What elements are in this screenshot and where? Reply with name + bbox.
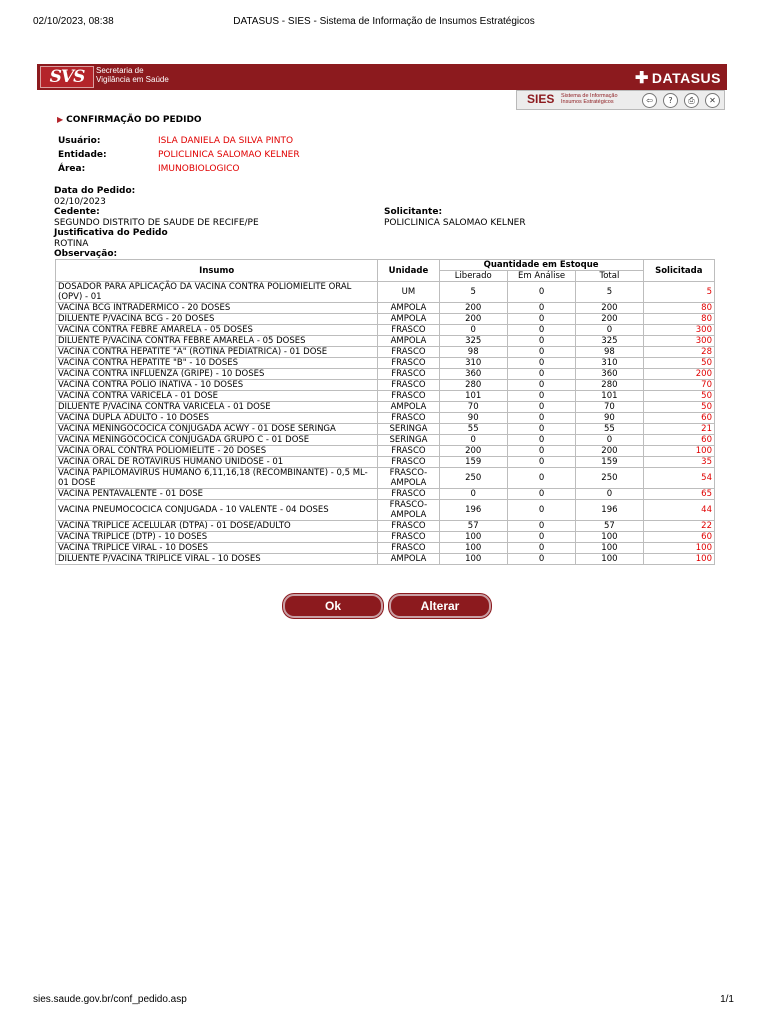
col-header-em-analise: Em Análise bbox=[507, 271, 575, 282]
info-row-area bbox=[58, 164, 658, 178]
back-icon[interactable]: ⇦ bbox=[642, 93, 657, 108]
cross-icon: ✚ bbox=[635, 70, 649, 87]
table-row bbox=[56, 468, 715, 489]
cell-total: 0 bbox=[576, 435, 643, 446]
table-row bbox=[56, 500, 715, 521]
cell-em-analise: 0 bbox=[507, 446, 575, 457]
ok-button[interactable]: Ok bbox=[283, 594, 383, 618]
cell-em-analise: 0 bbox=[507, 424, 575, 435]
cell-liberado: 159 bbox=[439, 457, 507, 468]
table-row bbox=[56, 282, 715, 303]
cell-em-analise: 0 bbox=[507, 521, 575, 532]
cell-em-analise: 0 bbox=[507, 336, 575, 347]
cell-liberado: 360 bbox=[439, 369, 507, 380]
cell-liberado: 310 bbox=[439, 358, 507, 369]
cell-solicitada: 50 bbox=[643, 358, 714, 369]
cell-insumo: VACINA MENINGOCOCICA CONJUGADA ACWY - 01 DOSE SERINGA bbox=[56, 424, 378, 435]
svs-logo-subtitle bbox=[96, 66, 169, 84]
table-header-row bbox=[56, 260, 715, 271]
cell-liberado: 5 bbox=[439, 282, 507, 303]
svs-logo: SVS bbox=[40, 66, 94, 88]
cell-insumo: VACINA MENINGOCOCICA CONJUGADA GRUPO C - 01 DOSE bbox=[56, 435, 378, 446]
cell-unidade: FRASCO bbox=[378, 369, 439, 380]
cell-liberado: 0 bbox=[439, 435, 507, 446]
table-row bbox=[56, 543, 715, 554]
cell-insumo: VACINA PENTAVALENTE - 01 DOSE bbox=[56, 489, 378, 500]
cell-insumo: VACINA DUPLA ADULTO - 10 DOSES bbox=[56, 413, 378, 424]
cell-em-analise: 0 bbox=[507, 489, 575, 500]
cell-total: 0 bbox=[576, 325, 643, 336]
cell-solicitada: 60 bbox=[643, 413, 714, 424]
order-items-table bbox=[55, 259, 715, 565]
cell-solicitada: 80 bbox=[643, 314, 714, 325]
cell-solicitada: 5 bbox=[643, 282, 714, 303]
sies-sub-line-2: Insumos Estratégicos bbox=[561, 99, 614, 105]
cell-liberado: 250 bbox=[439, 468, 507, 489]
cell-total: 5 bbox=[576, 282, 643, 303]
cell-solicitada: 200 bbox=[643, 369, 714, 380]
cell-insumo: DOSADOR PARA APLICAÇÃO DA VACINA CONTRA POLIOMIELITE ORAL (OPV) - 01 bbox=[56, 282, 378, 303]
cell-liberado: 98 bbox=[439, 347, 507, 358]
col-header-unidade: Unidade bbox=[378, 260, 439, 282]
justificativa-label: Justificativa do Pedido bbox=[54, 228, 168, 238]
table-row bbox=[56, 554, 715, 565]
cell-em-analise: 0 bbox=[507, 457, 575, 468]
cedente-label: Cedente: bbox=[54, 207, 100, 217]
cell-insumo: DILUENTE P/VACINA TRIPLICE VIRAL - 10 DOSES bbox=[56, 554, 378, 565]
sies-subtitle bbox=[561, 93, 618, 105]
cell-total: 98 bbox=[576, 347, 643, 358]
header-banner bbox=[37, 64, 727, 110]
cell-total: 100 bbox=[576, 532, 643, 543]
sies-sub-line-1: Sistema de Informação bbox=[561, 93, 618, 99]
table-row bbox=[56, 391, 715, 402]
datasus-label: DATASUS bbox=[651, 70, 721, 86]
cell-em-analise: 0 bbox=[507, 369, 575, 380]
cell-unidade: FRASCO bbox=[378, 521, 439, 532]
cell-unidade: AMPOLA bbox=[378, 314, 439, 325]
justificativa-value: ROTINA bbox=[54, 238, 89, 249]
cell-total: 360 bbox=[576, 369, 643, 380]
cell-insumo: VACINA CONTRA FEBRE AMARELA - 05 DOSES bbox=[56, 325, 378, 336]
data-pedido-label: Data do Pedido: bbox=[54, 186, 136, 196]
col-header-quantidade: Quantidade em Estoque bbox=[439, 260, 643, 271]
cell-insumo: VACINA BCG INTRADERMICO - 20 DOSES bbox=[56, 303, 378, 314]
table-row bbox=[56, 347, 715, 358]
cell-em-analise: 0 bbox=[507, 402, 575, 413]
cell-solicitada: 28 bbox=[643, 347, 714, 358]
cell-total: 200 bbox=[576, 314, 643, 325]
cell-solicitada: 44 bbox=[643, 500, 714, 521]
cell-solicitada: 60 bbox=[643, 532, 714, 543]
cell-insumo: VACINA PAPILOMAVIRUS HUMANO 6,11,16,18 (RECOMBINANTE) - 0,5 ML-01 DOSE bbox=[56, 468, 378, 489]
cell-unidade: UM bbox=[378, 282, 439, 303]
cell-unidade: FRASCO bbox=[378, 391, 439, 402]
usuario-label: Usuário: bbox=[58, 136, 101, 146]
cell-em-analise: 0 bbox=[507, 358, 575, 369]
cell-total: 55 bbox=[576, 424, 643, 435]
cell-total: 0 bbox=[576, 489, 643, 500]
cell-unidade: FRASCO bbox=[378, 446, 439, 457]
cell-liberado: 90 bbox=[439, 413, 507, 424]
cell-solicitada: 50 bbox=[643, 402, 714, 413]
cell-liberado: 101 bbox=[439, 391, 507, 402]
sies-toolbar bbox=[516, 90, 725, 110]
cell-unidade: FRASCO bbox=[378, 380, 439, 391]
usuario-value: ISLA DANIELA DA SILVA PINTO bbox=[158, 136, 294, 146]
cell-total: 100 bbox=[576, 543, 643, 554]
cell-total: 101 bbox=[576, 391, 643, 402]
info-row-usuario bbox=[58, 136, 658, 150]
cell-insumo: VACINA TRIPLICE ACELULAR (DTPA) - 01 DOSE/ADULTO bbox=[56, 521, 378, 532]
cell-em-analise: 0 bbox=[507, 500, 575, 521]
table-row bbox=[56, 489, 715, 500]
cell-em-analise: 0 bbox=[507, 435, 575, 446]
cell-liberado: 100 bbox=[439, 554, 507, 565]
table-row bbox=[56, 380, 715, 391]
cell-unidade: FRASCO bbox=[378, 489, 439, 500]
cell-liberado: 325 bbox=[439, 336, 507, 347]
cell-em-analise: 0 bbox=[507, 391, 575, 402]
cell-solicitada: 300 bbox=[643, 336, 714, 347]
table-body bbox=[56, 282, 715, 565]
print-url: sies.saude.gov.br/conf_pedido.asp bbox=[33, 994, 187, 1005]
cell-em-analise: 0 bbox=[507, 282, 575, 303]
datasus-logo bbox=[635, 68, 721, 88]
cell-insumo: VACINA CONTRA INFLUENZA (GRIPE) - 10 DOSES bbox=[56, 369, 378, 380]
page-title-text: CONFIRMAÇÃO DO PEDIDO bbox=[66, 115, 202, 125]
cell-solicitada: 100 bbox=[643, 446, 714, 457]
solicitante-block bbox=[384, 207, 526, 228]
cell-liberado: 0 bbox=[439, 325, 507, 336]
cell-em-analise: 0 bbox=[507, 303, 575, 314]
banner-top bbox=[37, 64, 727, 90]
cell-solicitada: 65 bbox=[643, 489, 714, 500]
cell-solicitada: 22 bbox=[643, 521, 714, 532]
table-row bbox=[56, 358, 715, 369]
cell-unidade: AMPOLA bbox=[378, 402, 439, 413]
cell-unidade: FRASCO bbox=[378, 543, 439, 554]
col-header-total: Total bbox=[576, 271, 643, 282]
logo-sub-line-1: Secretaria de bbox=[96, 66, 144, 75]
cell-em-analise: 0 bbox=[507, 468, 575, 489]
cell-total: 196 bbox=[576, 500, 643, 521]
cell-solicitada: 54 bbox=[643, 468, 714, 489]
cell-unidade: SERINGA bbox=[378, 424, 439, 435]
cell-liberado: 0 bbox=[439, 489, 507, 500]
close-icon[interactable]: ✕ bbox=[705, 93, 720, 108]
info-row-entidade bbox=[58, 150, 658, 164]
cell-total: 280 bbox=[576, 380, 643, 391]
solicitante-value: POLICLINICA SALOMAO KELNER bbox=[384, 217, 526, 228]
arrow-right-icon: ▶ bbox=[57, 115, 64, 124]
cell-liberado: 196 bbox=[439, 500, 507, 521]
banner-bottom bbox=[37, 90, 727, 110]
cell-unidade: FRASCO bbox=[378, 457, 439, 468]
col-header-liberado: Liberado bbox=[439, 271, 507, 282]
cell-total: 70 bbox=[576, 402, 643, 413]
table-row bbox=[56, 369, 715, 380]
cell-solicitada: 100 bbox=[643, 543, 714, 554]
cell-total: 90 bbox=[576, 413, 643, 424]
cell-em-analise: 0 bbox=[507, 543, 575, 554]
cell-solicitada: 100 bbox=[643, 554, 714, 565]
cell-liberado: 280 bbox=[439, 380, 507, 391]
alterar-button[interactable]: Alterar bbox=[389, 594, 491, 618]
solicitante-label: Solicitante: bbox=[384, 207, 443, 217]
cell-insumo: VACINA ORAL CONTRA POLIOMIELITE - 20 DOSES bbox=[56, 446, 378, 457]
order-details bbox=[54, 186, 714, 260]
cell-insumo: DILUENTE P/VACINA CONTRA FEBRE AMARELA - 05 DOSES bbox=[56, 336, 378, 347]
user-info bbox=[58, 136, 658, 178]
sies-logo: SIES bbox=[527, 92, 555, 106]
table-row bbox=[56, 424, 715, 435]
cell-total: 159 bbox=[576, 457, 643, 468]
cell-unidade: FRASCO-AMPOLA bbox=[378, 500, 439, 521]
cedente-value: SEGUNDO DISTRITO DE SAUDE DE RECIFE/PE bbox=[54, 217, 259, 228]
table-row bbox=[56, 457, 715, 468]
cell-liberado: 70 bbox=[439, 402, 507, 413]
cell-unidade: SERINGA bbox=[378, 435, 439, 446]
cell-em-analise: 0 bbox=[507, 314, 575, 325]
entidade-label: Entidade: bbox=[58, 150, 107, 160]
cell-solicitada: 21 bbox=[643, 424, 714, 435]
cell-liberado: 57 bbox=[439, 521, 507, 532]
cell-insumo: DILUENTE P/VACINA BCG - 20 DOSES bbox=[56, 314, 378, 325]
cell-insumo: DILUENTE P/VACINA CONTRA VARICELA - 01 DOSE bbox=[56, 402, 378, 413]
cell-unidade: FRASCO bbox=[378, 532, 439, 543]
cell-total: 200 bbox=[576, 303, 643, 314]
table-row bbox=[56, 532, 715, 543]
cell-solicitada: 300 bbox=[643, 325, 714, 336]
cell-total: 100 bbox=[576, 554, 643, 565]
cell-em-analise: 0 bbox=[507, 380, 575, 391]
cell-liberado: 100 bbox=[439, 543, 507, 554]
action-buttons bbox=[283, 594, 491, 618]
table-row bbox=[56, 446, 715, 457]
cell-total: 57 bbox=[576, 521, 643, 532]
table-row bbox=[56, 402, 715, 413]
area-value: IMUNOBIOLOGICO bbox=[158, 164, 240, 174]
cell-total: 200 bbox=[576, 446, 643, 457]
table-row bbox=[56, 336, 715, 347]
table-row bbox=[56, 435, 715, 446]
cell-total: 250 bbox=[576, 468, 643, 489]
cell-unidade: FRASCO-AMPOLA bbox=[378, 468, 439, 489]
table-row bbox=[56, 314, 715, 325]
cell-unidade: FRASCO bbox=[378, 325, 439, 336]
cell-liberado: 200 bbox=[439, 446, 507, 457]
cell-insumo: VACINA PNEUMOCOCICA CONJUGADA - 10 VALENTE - 04 DOSES bbox=[56, 500, 378, 521]
col-header-insumo: Insumo bbox=[56, 260, 378, 282]
table-row bbox=[56, 303, 715, 314]
cell-unidade: FRASCO bbox=[378, 358, 439, 369]
cell-unidade: AMPOLA bbox=[378, 303, 439, 314]
page-title bbox=[57, 115, 202, 125]
cell-unidade: FRASCO bbox=[378, 413, 439, 424]
table-row bbox=[56, 325, 715, 336]
cell-liberado: 200 bbox=[439, 314, 507, 325]
cell-unidade: FRASCO bbox=[378, 347, 439, 358]
cell-unidade: AMPOLA bbox=[378, 554, 439, 565]
cell-unidade: AMPOLA bbox=[378, 336, 439, 347]
area-label: Área: bbox=[58, 164, 86, 174]
cell-insumo: VACINA ORAL DE ROTAVIRUS HUMANO UNIDOSE - 01 bbox=[56, 457, 378, 468]
cell-insumo: VACINA CONTRA HEPATITE "A" (ROTINA PEDIATRICA) - 01 DOSE bbox=[56, 347, 378, 358]
table-row bbox=[56, 521, 715, 532]
cell-liberado: 200 bbox=[439, 303, 507, 314]
cell-insumo: VACINA CONTRA POLIO INATIVA - 10 DOSES bbox=[56, 380, 378, 391]
print-date: 02/10/2023, 08:38 bbox=[33, 16, 114, 27]
cell-liberado: 100 bbox=[439, 532, 507, 543]
cell-solicitada: 60 bbox=[643, 435, 714, 446]
col-header-solicitada: Solicitada bbox=[643, 260, 714, 282]
cell-em-analise: 0 bbox=[507, 554, 575, 565]
print-page-number: 1/1 bbox=[720, 994, 734, 1005]
observacao-label: Observação: bbox=[54, 249, 118, 259]
cell-em-analise: 0 bbox=[507, 413, 575, 424]
cedente-solicitante-row bbox=[54, 207, 714, 228]
cell-em-analise: 0 bbox=[507, 347, 575, 358]
data-pedido-value: 02/10/2023 bbox=[54, 196, 106, 207]
help-icon[interactable]: ? bbox=[663, 93, 678, 108]
table-row bbox=[56, 413, 715, 424]
cell-solicitada: 80 bbox=[643, 303, 714, 314]
cell-total: 325 bbox=[576, 336, 643, 347]
cell-em-analise: 0 bbox=[507, 532, 575, 543]
cell-liberado: 55 bbox=[439, 424, 507, 435]
cell-solicitada: 50 bbox=[643, 391, 714, 402]
cell-insumo: VACINA CONTRA HEPATITE "B" - 10 DOSES bbox=[56, 358, 378, 369]
cell-insumo: VACINA TRIPLICE (DTP) - 10 DOSES bbox=[56, 532, 378, 543]
cell-em-analise: 0 bbox=[507, 325, 575, 336]
print-icon[interactable]: ⎙ bbox=[684, 93, 699, 108]
cell-insumo: VACINA CONTRA VARICELA - 01 DOSE bbox=[56, 391, 378, 402]
cell-solicitada: 35 bbox=[643, 457, 714, 468]
cell-insumo: VACINA TRIPLICE VIRAL - 10 DOSES bbox=[56, 543, 378, 554]
print-title: DATASUS - SIES - Sistema de Informação de Insumos Estratégicos bbox=[233, 16, 535, 27]
logo-sub-line-2: Vigilância em Saúde bbox=[96, 75, 169, 84]
toolbar-icons bbox=[642, 93, 720, 108]
cell-total: 310 bbox=[576, 358, 643, 369]
cell-solicitada: 70 bbox=[643, 380, 714, 391]
entidade-value: POLICLINICA SALOMAO KELNER bbox=[158, 150, 300, 160]
